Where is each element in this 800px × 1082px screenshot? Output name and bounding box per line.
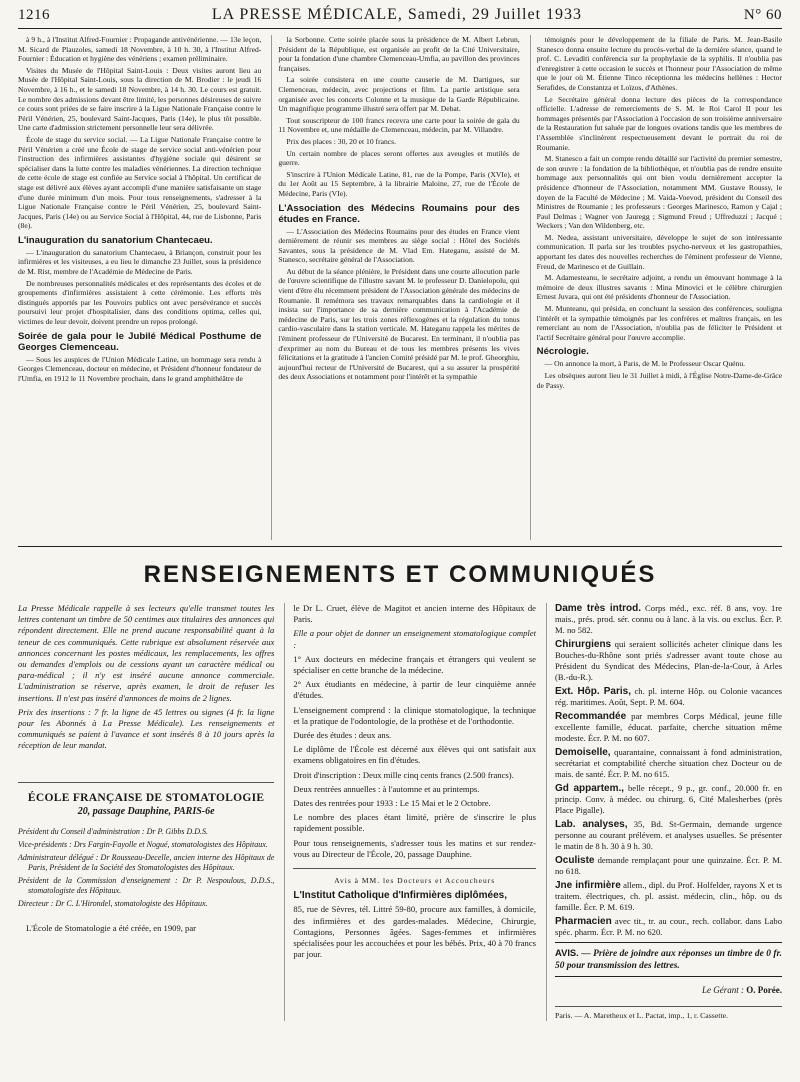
paragraph: le Dr L. Cruet, élève de Magitot et ancien interne des Hôpitaux de Paris. [293,603,536,625]
gerant-name: O. Porée. [746,985,782,995]
paragraph: Dates des rentrées pour 1933 : Le 15 Mai et le 2 Octobre. [293,798,491,809]
paragraph: 1° Aux docteurs en médecine français et étrangers qui veulent se spécialiser en cette branche de la médecine. [293,653,536,676]
classified-ad [555,783,782,816]
staff-entry: Administrateur délégué : Dr Rousseau-Decelle, ancien interne des Hôpitaux de Paris, Président de la Société des Stomatologistes des Hôpitaux. [18,853,275,873]
paragraph: S'inscrire à l'Union Médicale Latine, 81, rue de la Pompe, Paris (XVIe), et du 1er Août au 15 Septembre, à la librairie Maloine, 27, rue de l'École de Médecine, Paris (VIe). [278,169,520,198]
paragraph: Visites du Musée de l'Hôpital Saint-Louis : Deux visites auront lieu au Musée de l'Hôpital Saint-Louis, sous la direction de M. Brodier : le jeudi 16 Novembre, à 16 h., et le samedi 18 Novembre, à 14 h. 30. Le cours est gratuit. Le nombre des admissions devant être limité, les personnes désireuses de suivre ce cours sont priées de se faire inscrire à la Ligue Nationale Française contre le Péril Vénérien, 25, boulevard Saint-Jacques, Paris (14e), le plus tôt possible. Une carte d'admission strictement personnelle leur sera délivrée. [18,65,262,133]
page-number: 1216 [18,7,50,23]
notice-header: Avis à MM. les Docteurs et Accoucheurs [334,876,496,886]
classified-ads [555,603,782,938]
avis-box [555,942,782,977]
classified-ad-title: Lab. analyses, [555,819,628,830]
classified-ad-title: Recommandée [555,711,627,722]
column-1 [18,35,261,540]
classified-ad [555,916,782,938]
editorial-notice: La Presse Médicale rappelle à ses lecteurs qu'elle transmet toutes les lettres contenant un timbre de 50 centimes aux titulaires des annonces qui répondent directement. Elle ne prend aucune responsabilité quant à la teneur de ces communiqués. Cette rubrique est absolument réservée aux annonces concernant les postes médicaux, les remplacements, les offres ou demandes d'emplois ou de cessions ayant un caractère médical ou para-médical ; il n'y est inséré aucune annonce commerciale. L'administration se réserve, après examen, le droit de refuser les insertions. Il n'est pas inséré d'annonces de moins de 2 lignes. [18,603,275,703]
paragraph: — On annonce la mort, à Paris, de M. le Professeur Oscar Quénu. [544,359,746,369]
article-heading: L'inauguration du sanatorium Chantecaeu. [18,234,213,246]
paragraph: L'École de Stomatologie a été créée, en 1909, par [26,923,197,934]
paragraph: Le nombre des places étant limité, prière de s'inscrire le plus rapidement possible. [293,812,536,834]
paragraph: à 9 h., à l'Institut Alfred-Fournier : Propagande antivénérienne. — 13e leçon, M. Sicard de Plauzoles, samedi 18 Novembre, à 10 h. 30, à l'Institut Alfred-Fournier : Éducation et hygiène des vénériens ; examen préliminaire. [18,35,262,64]
paragraph: Droit d'inscription : Deux mille cinq cents francs (2.500 francs). [293,769,514,780]
avis-text: — Prière de joindre aux réponses un timbre de 0 fr. 50 pour transmission des lettres. [555,949,782,971]
paragraph: — Sous les auspices de l'Union Médicale Latine, un hommage sera rendu à Georges Clemenceau, docteur en médecine, et Président d'honneur fondateur de l'Umfia, en 1912 le 11 Novembre prochain, dans le grand amphithéâtre de [18,354,262,383]
bottom-columns [18,603,782,1021]
classified-ad-title: Dame très introd. [555,603,642,614]
classified-ad-body: qui seraient sollicités acheter clinique dans les Bouches-du-Rhône sont priés s'adresser avant toute chose au Président du Syndicat des Médecins, Plan-de-la-Cour, à Arles (B.-du-R.). [555,639,782,682]
paragraph: M. Munteanu, qui présida, en concluant la session des conférences, souligna l'intérêt et la sympathie témoignés par les confrères et maîtres français, en les remerciant au nom de l'Association, n'oublia pas de féliciter le Président et l'actif Secrétaire général pour l'œuvre accomplie. [536,304,782,342]
classified-ad-body: avec tit., tr. au cour., rech. collabor. dans Labo spéc. pharm. Écr. P. M. no 620. [555,916,782,937]
paragraph: — L'inauguration du sanatorium Chantecaeu, à Briançon, construit pour les infirmières et les visiteuses, a eu lieu le dimanche 23 Juillet, sous la présidence de M. Rist, membre de l'Académie de Médecine de Paris. [18,247,262,277]
school-address: 20, passage Dauphine, PARIS-6e [77,805,215,817]
classified-ad-body: allem., dipl. du Prof. Holfelder, rayons X et ts traitem. électriques, ch. pl. assist. médecin, clin., hôp. ou ds famille. Écr. P. M. 619. [555,880,782,912]
paragraph: École de stage du service social. — La Ligue Nationale Française contre le Péril Vénérien a créé une École de stage de service social anti-vénérien pour l'instruction des infirmières assistantes d'hygiène sociale qui désirent se spécialiser dans la lutte contre les maladies vénériennes. La direction technique de cette école de stage est confiée au Service social à l'hôpital. Un certificat de stage est délivré aux élèves ayant accompli d'une manière satisfaisante un stage d'une durée minimum d'un mois. Pour tous renseignements, s'adresser à la Ligue Nationale Française contre le Péril Vénérien, 25, boulevard Saint-Jacques, Paris (14e) ou au Service Social à l'Hôpital, 44, rue de Lisbonne, Paris (8e). [18,134,262,231]
top-columns [18,35,782,540]
classified-ad [555,855,782,877]
paragraph: De nombreuses personnalités médicales et des représentants des écoles et de groupements d'infirmières assistaient à cette cérémonie. Les efforts très distingués apportés par les Pouvoirs publics ont avec persévérance et succès poursuivi leur projet d'hospitalisier, dans des conditions optima, celles qui, victimes de leur devoir, doivent prendre un repos prolongé. [18,278,262,327]
paragraph: M. Nedea, assistant universitaire, développe le sujet de son intéressante communication. Il parla sur les troubles psycho-nerveux et les gastropathies, apportant les dates des nouvelles recherches de l'éminent professeur de Vienne, Freud, de Marinesco et de Guillain. [536,232,782,271]
classified-ad-title: Demoiselle, [555,747,611,758]
bottom-column-3 [546,603,782,1021]
issue-number: N° 60 [743,7,782,23]
classified-ad-title: Pharmacien [555,916,612,927]
classified-ad-body: par membres Corps Médical, jeune fille excellente famille, éducat. parfaite, cherche situation même modeste. Écr. P. M. no 607. [555,711,782,743]
classified-ad [555,686,782,708]
section-banner: RENSEIGNEMENTS ET COMMUNIQUÉS [18,546,782,601]
paragraph: Les obsèques auront lieu le 31 Juillet à midi, à l'Église Notre-Dame-de-Grâce de Passy. [536,371,782,390]
staff-entry: Directeur : Dr C. L'Hirondel, stomatologiste des Hôpitaux. [18,899,208,909]
page-header [18,0,782,29]
paragraph: la Sorbonne. Cette soirée placée sous la présidence de M. Albert Lebrun, Président de la République, est organisée au profit de la Cité Universitaire, pour la fondation d'une chambre Clemenceau-Umfia, au pavillon des provinces françaises. [278,35,520,73]
classified-ad [555,880,782,913]
paragraph: La soirée consistera en une courte causerie de M. Dartigues, sur Clemenceau, médecin, avec projections et film. La partie artistique sera organisée avec les concerts Colonne et la musique de la Garde Républicaine. Un magnifique programme illustré sera offert par M. Debat. [278,75,520,114]
institute-title: L'Institut Catholique d'Infirmières diplômées, [293,890,508,902]
printer-line: Paris. — A. Maretheux et L. Pactat, imp., 1, r. Cassette. [555,1006,782,1021]
paragraph: Elle a pour objet de donner un enseignement stomatologique complet : [293,628,536,650]
staff-entry: Président de la Commission d'enseignement : Dr P. Nespoulous, D.D.S., stomatologiste des Hôpitaux. [18,876,275,896]
gerant-line [555,985,782,996]
classified-ad [555,711,782,744]
school-title: ÉCOLE FRANÇAISE DE STOMATOLOGIE [18,782,274,804]
paragraph: Prix des places : 30, 20 et 10 francs. [286,136,396,146]
classified-ad-title: Jne infirmière [555,880,621,891]
column-3 [530,35,782,540]
paragraph: 85, rue de Sèvres, tél. Littré 59-80, procure aux familles, à domicile, des infirmières et des gardes-malades. Médecine, Chirurgie, Contagions, Personnes âgées. Sages-femmes et infirmières spécialisées pour les accouchées et pour les bébés. Prix, 40 à 70 francs par jour. [293,904,536,960]
column-2 [271,35,519,540]
avis-label: AVIS. [555,947,579,958]
paragraph: — L'Association des Médecins Roumains pour des études en France vient dernièrement de réunir ses membres au siège social : Hôtel des Sociétés Savantes, sous la présidence de M. Vlad Em. Hateganu, assisté de M. Stanesco, secrétaire général de l'Association. [278,226,520,265]
classified-ad-title: Gd appartem., [555,783,625,794]
paragraph: témoignés pour le développement de la filiale de Paris. M. Jean-Basile Stanesco donna ensuite lecture du procès-verbal de la dernière séance, quand le prof. C. Levaditi conférencia sur la prophylaxie de la syphilis. Il n'oublia pas d'enregistrer à cette occasion le succès et l'honneur pour l'Association de même que le jour où M. Étienne Tinco réceptionna les médecins hellènes : Hector Serafides, de Constantza et Loïzos, d'Athènes. [536,35,782,92]
classified-ad-body: quarantaine, connaissant à fond administration, secrétariat et comptabilité cherche situation chez Docteur ou de mais. de santé. Écr. P. M. no 615. [555,747,782,779]
classified-ad [555,603,782,636]
paragraph: Un certain nombre de places seront offertes aux aveugles et mutilés de guerre. [278,148,520,168]
paragraph: L'enseignement comprend : la clinique stomatologique, la technique et la pratique de l'odontologie, de la prothèse et de l'orthodontie. [293,704,536,726]
classified-ad-body: demande remplaçant pour une quinzaine. Écr. P. M. no 618. [555,855,782,876]
article-heading: Soirée de gala pour le Jubilé Médical Posthume de Georges Clemenceau. [18,330,262,353]
paragraph: Au début de la séance plénière, le Président dans une courte allocution parle de l'œuvre scientifique de l'illustre savant M. le professeur D. Danielopolu, qui vient d'être élu récemment président de l'Association générale des médecins de Roumanie. Il remémora ses travaux remarquables dans la cardiologie et il insista sur l'importance de sa dernière communication à l'Académie de médecine de Paris, sur les trois zones réflexogènes et la régulation du tonus cardio-vasculaire dans la station verticale. M. Hateganu rappela les mérites de l'éminent professeur de l'Université de Bucarest. En terminant, il n'oublia pas d'exprimer au nom du Bureau et de tous les membres présents les vives félicitations et la gratitude à l'ancien Comité présidé par M. le prof. Gheorghiu, aujourd'hui recteur de l'Université de Bucarest, qui a su assurer la prospérité des deux Associations et notamment pour l'intérêt et la sympathie [278,266,520,382]
insertion-prices: Prix des insertions : 7 fr. la ligne de 45 lettres ou signes (4 fr. la ligne pour les Abonnés à La Presse Médicale). Les renseignements et communiqués se paient à l'avance et sont insérés 8 à 10 jours après la réception de leur mandat. [18,706,275,751]
divider [293,868,536,869]
classified-ad-title: Chirurgiens [555,639,612,650]
classified-ad-body: 35, Bd. St-Germain, demande urgence personne au courant prélévem. et analyses usuelles. Se présenter le matin de 8 h. 30 à 9 h. 30. [555,819,782,851]
paragraph: Tout souscripteur de 100 francs recevra une carte pour la soirée de gala du 11 Novembre et, une médaille de Clemenceau, médecin, par M. Villandre. [278,115,520,135]
paragraph: M. Stanesco a fait un compte rendu détaillé sur l'activité du premier semestre, de son œuvre : la fondation de la bibliothèque, et n'oublia pas de rendre ensuite hommage aux personnalités qui ont bien voulu dernièrement accepter la présidence d'honneur de l'Association, notamment MM. Gustave Roussy, le doyen de la Faculté de Médecine ; M. Vaida-Voevod, président du Conseil des Ministres de Roumanie ; les professeurs : Georges Marinesco, Ramon y Cajal ; Paul Delmas ; Wagner von Jauregg ; Sigmund Freud ; Uffreduzzi ; Jacqué ; Weckers ; Van den Wildenberg, etc. [536,154,782,231]
publication-title: LA PRESSE MÉDICALE, Samedi, 29 Juillet 1933 [211,6,583,23]
bottom-column-1 [18,603,274,1021]
bottom-column-2 [284,603,536,1021]
classified-ad [555,639,782,683]
paragraph: M. Adamesteanu, le secrétaire adjoint, a rendu un émouvant hommage à la mémoire de deux illustres savants : Mina Minovici et le célèbre chirurgien Ernest Juvara, qui ont été présidents d'honneur de l'Association. [536,273,782,302]
gerant-label: Le Gérant : [702,985,745,995]
classified-ad-body: Corps méd., exc. réf. 8 ans, voy. 1re mais., prés. prod. sér. connu ou à lanc. à la vis. ou exclus. Écr. P. M. no 582. [555,603,782,635]
paragraph: Durée des études : deux ans. [293,730,392,741]
classified-ad-body: belle récept., 9 p., gr. conf., 20.000 fr. en princip. Conv. à médec. ou chirurg. 6, Cité Malesherbes (près Place Pigalle). [555,783,782,815]
paragraph: Le Secrétaire général donna lecture des pièces de la correspondance officielle. L'adresse de remerciements de S. M. le Roi Carol II pour les hommages présentés par l'Association à l'occasion de son troisième anniversaire de la Restauration fut saluée par de longues ovations tandis que les membres de l'Assemblée s'inclinèrent respectueusement devant le portrait du roi de Roumanie. [536,94,782,152]
classified-ad-title: Ext. Hôp. Paris, [555,686,631,697]
paragraph: Deux rentrées annuelles : à l'automne et au printemps. [293,783,480,794]
article-heading: L'Association des Médecins Roumains pour des études en France. [278,202,520,225]
paragraph: 2° Aux étudiants en médecine, à partir de leur cinquième année d'études. [293,679,536,701]
paragraph: Le diplôme de l'École est décerné aux élèves qui ont satisfait aux examens obligatoires en fin d'études. [293,744,536,766]
paragraph: Pour tous renseignements, s'adresser tous les matins et sur rendez-vous au Directeur de l'École, 20, passage Dauphine. [293,837,536,859]
classified-ad [555,819,782,852]
classified-ad-body: ch. pl. interne Hôp. ou Colonie vacances rég. maritimes. Août, Sept. P. M. 604. [555,686,782,707]
classified-ad-title: Oculiste [555,855,595,866]
article-heading: Nécrologie. [536,346,589,358]
staff-entry: Vice-présidents : Drs Fargin-Fayolle et Nogué, stomatologistes des Hôpitaux. [18,840,268,850]
classified-ad [555,747,782,780]
staff-entry: Président du Conseil d'administration : Dr P. Gibbs D.D.S. [18,827,209,837]
